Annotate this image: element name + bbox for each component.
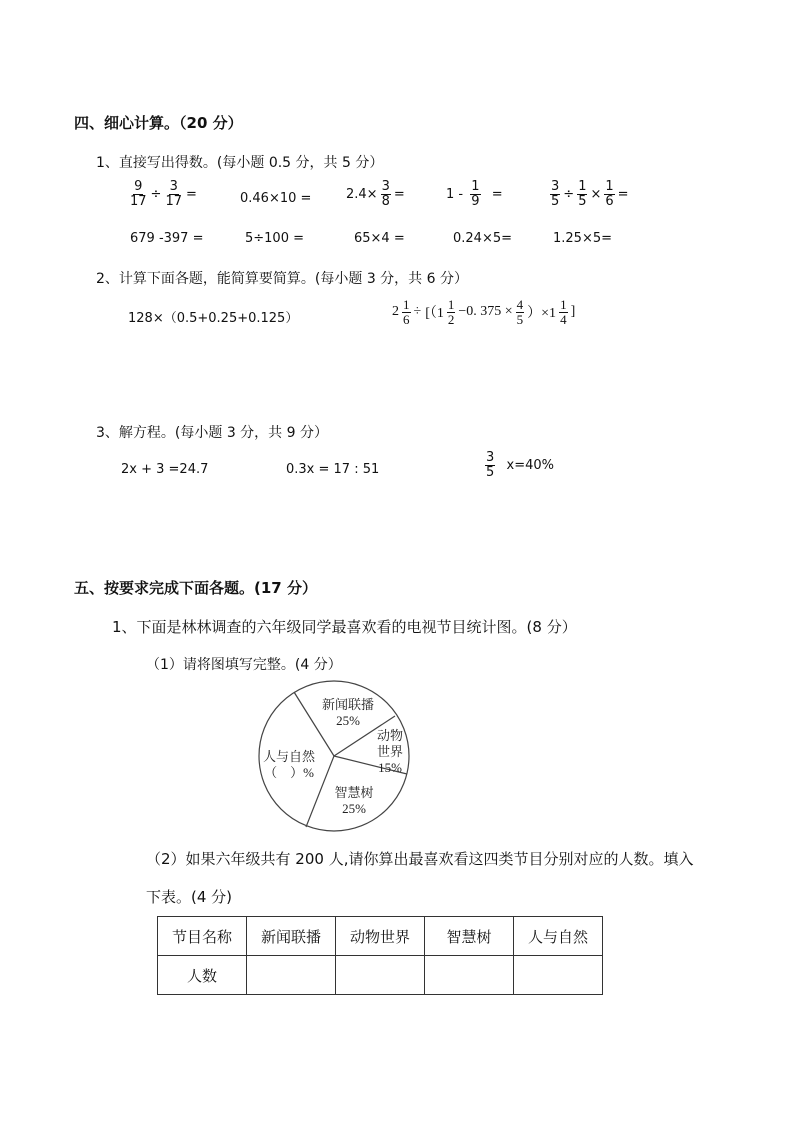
table-header-row <box>158 917 603 956</box>
slice-value-animal: 15% <box>378 760 402 775</box>
slice-value-nature: （ ）% <box>264 765 314 780</box>
slice-label-animal-a: 动物 <box>376 728 404 743</box>
fraction: $\frac{4}{5}$ <box>516 297 524 327</box>
q1-title: 1、直接写出得数。(每小题 0.5 分，共 5 分） <box>96 155 384 171</box>
answer-cell-animal[interactable] <box>336 956 425 995</box>
table-header-cell: 节目名称 <box>158 917 247 956</box>
fraction: $\frac{3}{8}$ <box>381 179 390 209</box>
slice-label-tree: 智慧树 <box>334 785 374 800</box>
fraction: $\frac{3}{5}$ <box>551 179 560 209</box>
expr-7: 5÷100 = <box>245 231 305 246</box>
expr-2: 0.46×10 = <box>240 191 312 206</box>
equation-2: 0.3x = 17 : 51 <box>286 462 380 477</box>
slice-label-nature: 人与自然 <box>262 749 316 764</box>
section5-title: 五、按要求完成下面各题。(17 分） <box>74 579 317 597</box>
expr-10: 1.25×5= <box>553 231 613 246</box>
fraction: $\frac{9}{17}$ <box>130 179 147 209</box>
slice-label-news: 新闻联播 <box>321 697 375 712</box>
expr-1: $\frac{9}{17}$ ÷ $\frac{3}{17}$ = <box>130 179 197 209</box>
answer-cell-tree[interactable] <box>425 956 514 995</box>
s5-sub2-line2: 下表。(4 分) <box>146 888 233 906</box>
fraction: $\frac{1}{6}$ <box>403 297 410 327</box>
fraction: $\frac{1}{4}$ <box>560 297 567 327</box>
fraction: $\frac{1}{9}$ <box>471 179 480 209</box>
s5-sub2-line1: （2）如果六年级共有 200 人,请你算出最喜欢看这四类节目分别对应的人数。填入 <box>146 850 694 868</box>
slice-value-tree: 25% <box>342 801 366 816</box>
q2-expr-1: 128×（0.5+0.25+0.125） <box>128 311 299 326</box>
pie-chart <box>250 676 420 836</box>
answer-cell-nature[interactable] <box>514 956 603 995</box>
expr-9: 0.24×5= <box>453 231 513 246</box>
table-header-cell: 动物世界 <box>336 917 425 956</box>
table-row <box>158 956 603 995</box>
section4-title: 四、细心计算。（20 分） <box>74 114 243 132</box>
fraction: $\frac{3}{5}$ <box>486 450 495 480</box>
q2-expr-2: 2 $\frac{1}{6}$ ÷ [（1 $\frac{1}{2}$ −0. 375 × $\frac{4}{5}$ ）×1 $\frac{1}{4}$ ] <box>392 297 576 327</box>
answer-table <box>157 916 603 995</box>
expr-5: $\frac{3}{5}$ ÷ $\frac{1}{5}$ × $\frac{1}{6}$ = <box>551 179 629 209</box>
expr-3: 2.4× $\frac{3}{8}$ = <box>346 179 405 209</box>
expr-4: 1 - $\frac{1}{9}$ = <box>446 179 503 209</box>
q3-title: 3、解方程。(每小题 3 分，共 9 分） <box>96 425 328 441</box>
fraction: $\frac{1}{6}$ <box>605 179 614 209</box>
fraction: $\frac{3}{17}$ <box>165 179 182 209</box>
expr-6: 679 -397 = <box>130 231 204 246</box>
table-header-cell: 人与自然 <box>514 917 603 956</box>
fraction: $\frac{1}{5}$ <box>578 179 587 209</box>
s5-sub1: （1）请将图填写完整。(4 分） <box>146 657 342 673</box>
s5-q1-title: 1、下面是林林调查的六年级同学最喜欢看的电视节目统计图。(8 分） <box>112 618 577 636</box>
q2-title: 2、计算下面各题，能简算要简算。(每小题 3 分，共 6 分） <box>96 271 468 287</box>
table-header-cell: 智慧树 <box>425 917 514 956</box>
answer-cell-news[interactable] <box>247 956 336 995</box>
table-row-label: 人数 <box>158 956 247 995</box>
equation-1: 2x + 3 =24.7 <box>121 462 209 477</box>
table-header-cell: 新闻联播 <box>247 917 336 956</box>
slice-label-animal-b: 世界 <box>376 744 404 759</box>
expr-8: 65×4 = <box>354 231 405 246</box>
slice-value-news: 25% <box>336 713 360 728</box>
fraction: $\frac{1}{2}$ <box>447 297 455 327</box>
equation-3: $\frac{3}{5}$ x=40% <box>486 450 555 480</box>
